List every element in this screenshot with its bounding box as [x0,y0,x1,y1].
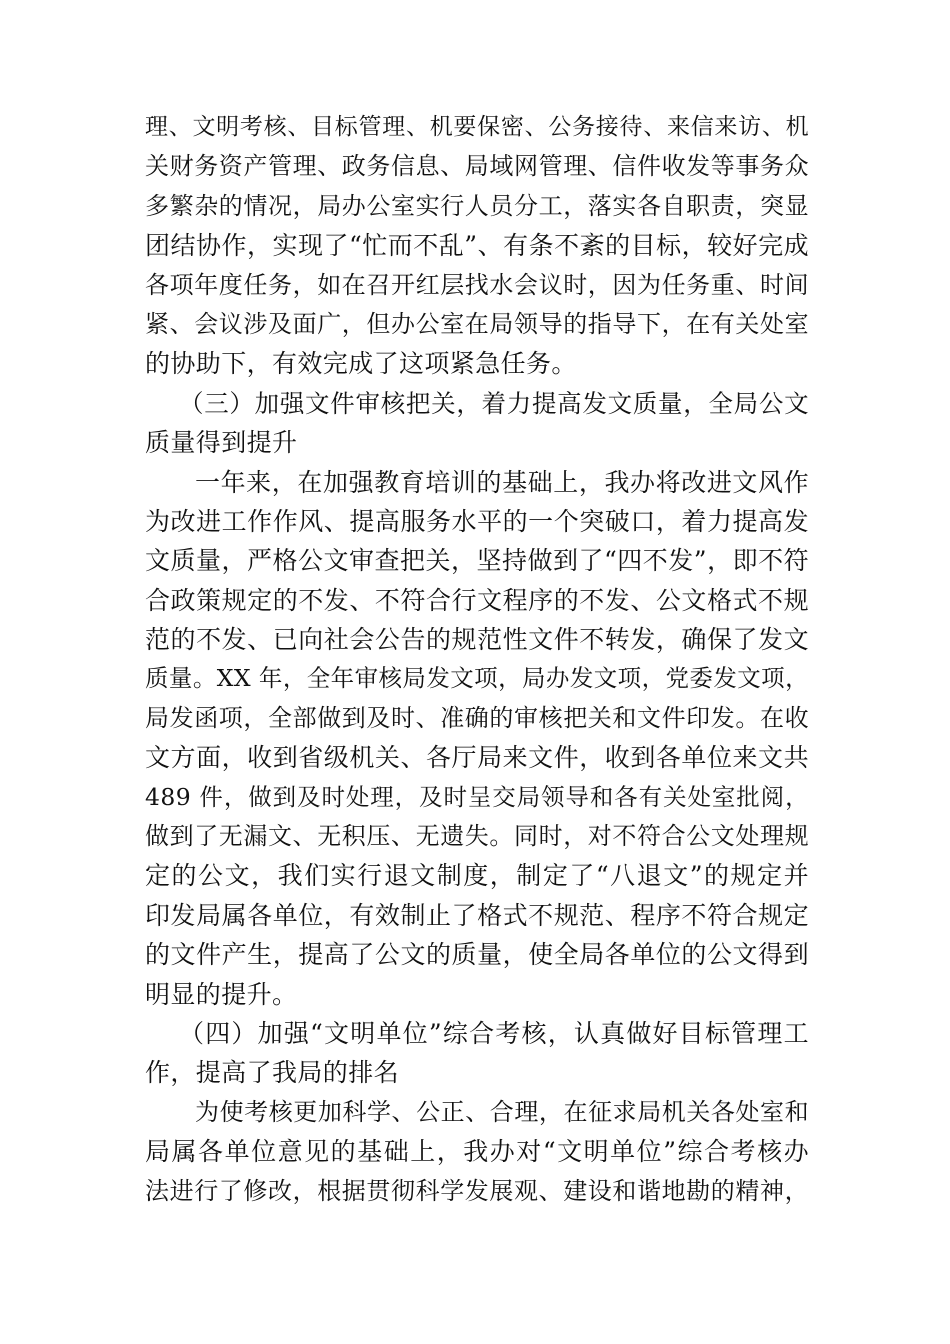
text-line: 局发函项，全部做到及时、准确的审核把关和文件印发。在收 [145,703,809,732]
text-line: 一年来，在加强教育培训的基础上，我办将改进文风作 [195,467,809,497]
text-line: 局属各单位意见的基础上，我办对“文明单位”综合考核办 [145,1137,809,1167]
text-line: 为使考核更加科学、公正、合理，在征求局机关各处室和 [195,1097,809,1126]
text-line: 范的不发、已向社会公告的规范性文件不转发，确保了发文 [145,625,809,655]
text-line: 印发局属各单位，有效制止了格式不规范、程序不符合规定 [145,900,809,930]
text-line: 明显的提升。 [145,979,298,1009]
heading-section-three-continued [145,423,809,462]
text-line: 质量。XX 年，全年审核局发文项，局办发文项，党委发文项， [145,664,809,693]
text-line: 做到了无漏文、无积压、无遗失。同时，对不符合公文处理规 [145,822,809,851]
text-line: 团结协作，实现了“忙而不乱”、有条不紊的目标，较好完成 [145,231,809,261]
paragraph-document-review [145,463,809,1014]
text-line: 文质量，严格公文审查把关，坚持做到了“四不发”，即不符 [145,546,809,576]
paragraph-assessment [145,1093,809,1211]
text-line: 489 件，做到及时处理，及时呈交局领导和各有关处室批阅， [145,782,809,811]
heading-line: （三）加强文件审核把关，着力提高发文质量，全局公文 [179,388,809,418]
text-line: 紧、会议涉及面广，但办公室在局领导的指导下，在有关处室 [145,309,809,338]
text-line: 各项年度任务，如在召开红层找水会议时，因为任务重、时间 [145,270,809,299]
text-line: 定的公文，我们实行退文制度，制定了“八退文”的规定并 [145,861,809,891]
text-line: 关财务资产管理、政务信息、局域网管理、信件收发等事务众 [145,152,809,181]
heading-section-three [145,384,809,423]
heading-line: 质量得到提升 [145,428,298,458]
text-line: 的文件产生，提高了公文的质量，使全局各单位的公文得到 [145,940,809,970]
text-line: 理、文明考核、目标管理、机要保密、公务接待、来信来访、机 [145,114,809,140]
text-line: 法进行了修改，根据贯彻科学发展观、建设和谐地勘的精神， [145,1176,809,1205]
text-line: 为改进工作作风、提高服务水平的一个突破口，着力提高发 [145,506,809,536]
text-line: 的协助下，有效完成了这项紧急任务。 [145,349,577,379]
heading-line: 作，提高了我局的排名 [145,1058,400,1088]
heading-line: （四）加强“文明单位”综合考核，认真做好目标管理工 [179,1018,809,1048]
text-line: 文方面，收到省级机关、各厅局来文件，收到各单位来文共 [145,743,809,773]
paragraph-office-duties [145,108,809,384]
text-line: 合政策规定的不发、不符合行文程序的不发、公文格式不规 [145,585,809,615]
document-page [145,108,809,1211]
heading-section-four-continued [145,1053,809,1092]
heading-section-four [145,1014,809,1053]
text-line: 多繁杂的情况，局办公室实行人员分工，落实各自职责，突显 [145,191,809,220]
